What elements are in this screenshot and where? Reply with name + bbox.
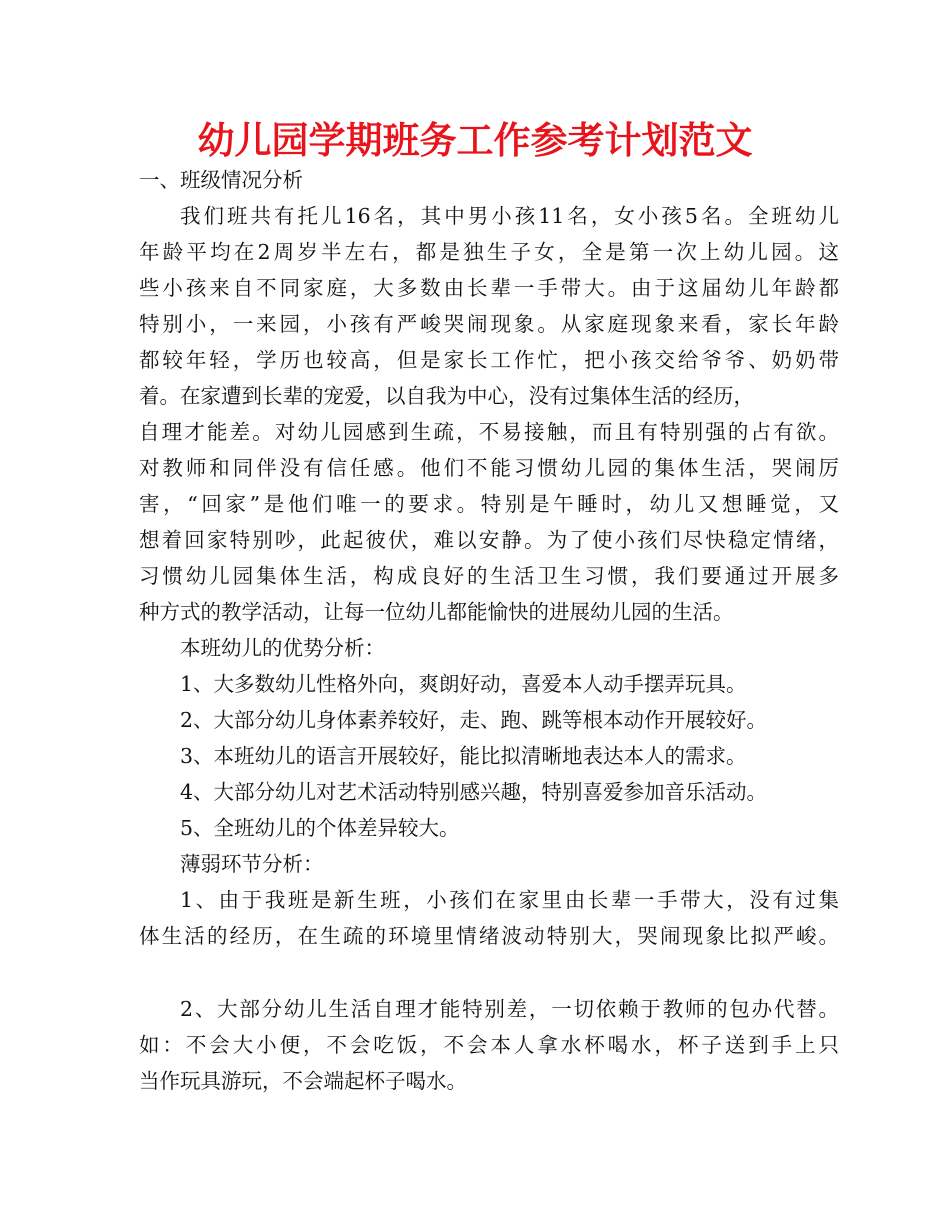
paragraph-line: 种方式的教学活动，让每一位幼儿都能愉快的进展幼儿园的生活。 [139,600,734,624]
paragraph-line: 着。在家遭到长辈的宠爱，以自我为中心，没有过集体生活的经历， [139,384,754,408]
document-body [139,162,839,1099]
weakness-item-1 [139,882,839,954]
paragraph-line: 些小孩来自不同家庭，大多数由长辈一手带大。由于这届幼儿年龄都 [139,276,839,300]
paragraph-line: 害，“回家”是他们唯一的要求。特别是午睡时，幼儿又想睡觉，又 [139,492,839,516]
paragraph-line: 当作玩具游玩，不会端起杯子喝水。 [139,1069,467,1093]
paragraph-class-situation [139,198,839,630]
strengths-list [139,666,839,846]
list-item: 3、本班幼儿的语言开展较好，能比拟清晰地表达本人的需求。 [180,744,747,768]
list-item: 4、大部分幼儿对艺术活动特别感兴趣，特别喜爱参加音乐活动。 [180,780,768,804]
paragraph-line: 想着回家特别吵，此起彼伏，难以安静。为了使小孩们尽快稳定情绪， [139,528,839,552]
paragraph-line: 特别小，一来园，小孩有严峻哭闹现象。从家庭现象来看，家长年龄 [139,312,839,336]
blank-line [139,954,839,991]
paragraph-line: 体生活的经历，在生疏的环境里情绪波动特别大，哭闹现象比拟严峻。 [139,924,839,948]
section-heading: 一、班级情况分析 [139,168,303,192]
list-item: 2、大部分幼儿身体素养较好，走、跑、跳等根本动作开展较好。 [180,708,768,732]
paragraph-line: 如：不会大小便，不会吃饭，不会本人拿水杯喝水，杯子送到手上只 [139,1033,839,1057]
paragraph-line: 年龄平均在2周岁半左右，都是独生子女，全是第一次上幼儿园。这 [139,240,839,264]
list-item: 1、大多数幼儿性格外向，爽朗好动，喜爱本人动手摆弄玩具。 [180,672,747,696]
paragraph-line: 都较年轻，学历也较高，但是家长工作忙，把小孩交给爷爷、奶奶带 [139,348,839,372]
paragraph-line: 2、大部分幼儿生活自理才能特别差，一切依赖于教师的包办代替。 [180,997,839,1021]
strengths-heading: 本班幼儿的优势分析： [180,636,385,660]
paragraph-line: 我们班共有托儿16名，其中男小孩11名，女小孩5名。全班幼儿 [180,204,839,228]
document-title: 幼儿园学期班务工作参考计划范文 [197,119,753,162]
weakness-item-2 [139,991,839,1099]
weakness-heading: 薄弱环节分析： [180,852,324,876]
paragraph-line: 习惯幼儿园集体生活，构成良好的生活卫生习惯，我们要通过开展多 [139,564,839,588]
paragraph-line: 对教师和同伴没有信任感。他们不能习惯幼儿园的集体生活，哭闹厉 [139,456,839,480]
paragraph-line: 1、由于我班是新生班，小孩们在家里由长辈一手带大，没有过集 [180,888,839,912]
paragraph-line: 自理才能差。对幼儿园感到生疏，不易接触，而且有特别强的占有欲。 [139,420,839,444]
list-item: 5、全班幼儿的个体差异较大。 [180,816,460,840]
